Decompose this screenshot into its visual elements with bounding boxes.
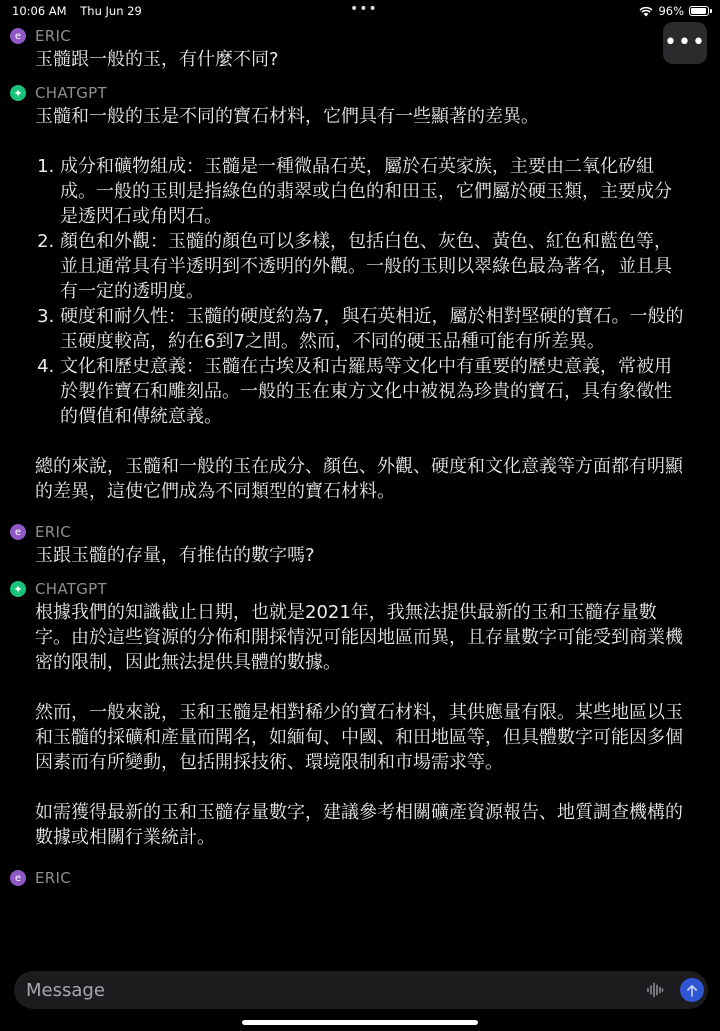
message-sender xyxy=(10,25,686,47)
more-options-button[interactable]: ••• xyxy=(663,22,707,64)
battery-icon xyxy=(689,6,709,16)
message-sender xyxy=(10,82,686,104)
conversation xyxy=(0,22,720,967)
user-avatar-icon: e xyxy=(10,524,26,540)
message-sender xyxy=(10,578,686,600)
status-left xyxy=(12,4,142,18)
message-assistant xyxy=(0,578,720,850)
list-item: 4. 文化和歷史意義：玉髓在古埃及和古羅馬等文化中有重要的歷史意義，常被用於製作寶石和雕刻品。一般的玉在東方文化中被視為珍貴的寶石，具有象徵性的價值和傳統意義。 xyxy=(60,354,686,429)
status-time: 10:06 AM xyxy=(12,4,67,18)
multitasking-dots[interactable]: ••• xyxy=(350,1,378,17)
message-input[interactable] xyxy=(26,971,626,1009)
home-indicator[interactable] xyxy=(242,1020,478,1025)
sender-name: ERIC xyxy=(35,869,71,887)
list-item: 2. 顏色和外觀：玉髓的顏色可以多樣，包括白色、灰色、黃色、紅色和藍色等，並且通常具有半透明到不透明的外觀。一般的玉則以翠綠色最為著名，並且具有一定的透明度。 xyxy=(60,229,686,304)
battery-percent: 96% xyxy=(658,4,684,18)
arrow-up-icon xyxy=(686,984,698,997)
sender-name: ERIC xyxy=(35,523,71,541)
message-body xyxy=(10,600,686,850)
message-body xyxy=(10,47,686,72)
message-paragraph: 然而，一般來說，玉和玉髓是相對稀少的寶石材料，其供應量有限。某些地區以玉和玉髓的採礦和產量而聞名，如緬甸、中國、和田地區等，但具體數字可能因多個因素而有所變動，包括開採技術、環境限制和市場需求等。 xyxy=(35,702,683,773)
message-user xyxy=(0,25,720,72)
wifi-icon xyxy=(639,6,653,17)
user-avatar-icon: e xyxy=(10,870,26,886)
message-user xyxy=(0,867,720,889)
list-item: 3. 硬度和耐久性：玉髓的硬度約為7，與石英相近，屬於相對堅硬的寶石。一般的玉硬度較高，約在6到7之間。然而，不同的硬玉品種可能有所差異。 xyxy=(60,304,686,354)
voice-waveform-icon[interactable] xyxy=(646,982,664,998)
status-bar xyxy=(0,0,720,22)
message-body xyxy=(10,104,686,504)
openai-logo-icon: ✦ xyxy=(10,581,26,597)
message-paragraph: 根據我們的知識截止日期，也就是2021年，我無法提供最新的玉和玉髓存量數字。由於這些資源的分佈和開採情況可能因地區而異，且存量數字可能受到商業機密的限制，因此無法提供具體的數據。 xyxy=(35,602,683,673)
message-text: 玉跟玉髓的存量，有推估的數字嗎? xyxy=(35,545,315,566)
sender-name: CHATGPT xyxy=(35,84,107,102)
status-date: Thu Jun 29 xyxy=(80,4,142,18)
sender-name: CHATGPT xyxy=(35,580,107,598)
sender-name: ERIC xyxy=(35,27,71,45)
openai-logo-icon: ✦ xyxy=(10,85,26,101)
differences-list xyxy=(35,154,686,429)
message-assistant xyxy=(0,82,720,504)
message-user xyxy=(0,521,720,568)
message-intro: 玉髓和一般的玉是不同的寶石材料，它們具有一些顯著的差異。 xyxy=(35,106,539,127)
list-item: 1. 成分和礦物組成：玉髓是一種微晶石英，屬於石英家族，主要由二氧化矽組成。一般的玉則是指綠色的翡翠或白色的和田玉，它們屬於硬玉類，主要成分是透閃石或角閃石。 xyxy=(60,154,686,229)
message-body xyxy=(10,543,686,568)
message-sender xyxy=(10,867,686,889)
user-avatar-icon: e xyxy=(10,28,26,44)
battery-tip xyxy=(710,9,712,13)
message-text: 玉髓跟一般的玉，有什麼不同? xyxy=(35,49,279,70)
message-sender xyxy=(10,521,686,543)
message-conclusion: 總的來說，玉髓和一般的玉在成分、顏色、外觀、硬度和文化意義等方面都有明顯的差異，這使它們成為不同類型的寶石材料。 xyxy=(35,456,683,502)
message-paragraph: 如需獲得最新的玉和玉髓存量數字，建議參考相關礦產資源報告、地質調查機構的數據或相關行業統計。 xyxy=(35,802,683,848)
message-composer xyxy=(14,971,708,1009)
send-button[interactable] xyxy=(680,978,704,1002)
status-right xyxy=(639,4,712,18)
